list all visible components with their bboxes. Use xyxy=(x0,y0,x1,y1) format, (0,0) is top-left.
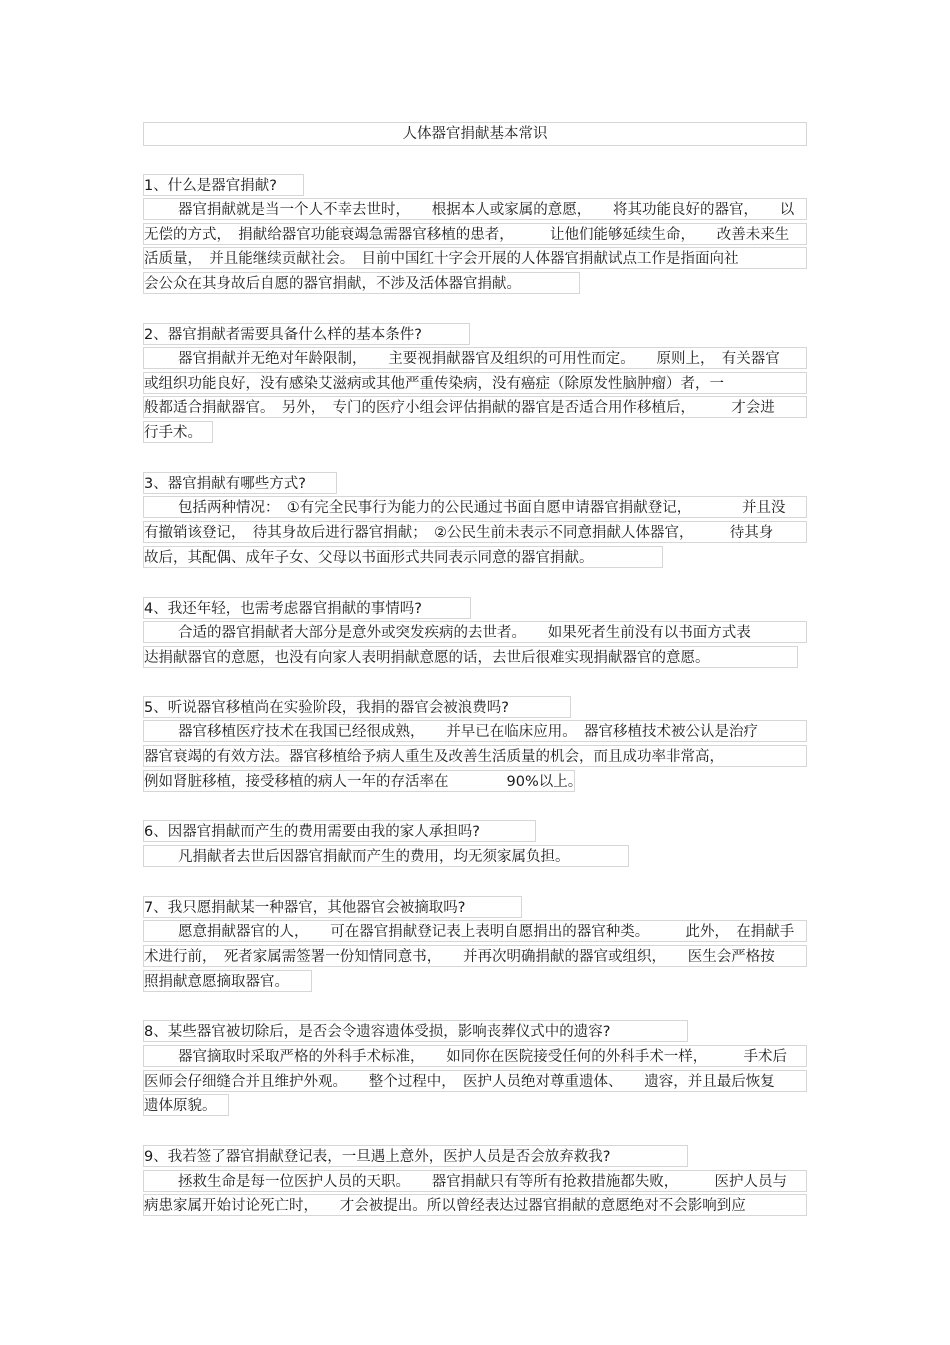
answer-8-line-3: 遗体原貌。 xyxy=(143,1094,229,1116)
answer-3-line-1: 包括两种情况： ①有完全民事行为能力的公民通过书面自愿申请器官捐献登记， 并且没 xyxy=(143,496,807,518)
answer-3-line-2: 有撤销该登记， 待其身故后进行器官捐献； ②公民生前未表示不同意捐献人体器官， 待其身 xyxy=(143,521,807,543)
answer-7-line-3: 照捐献意愿摘取器官。 xyxy=(143,970,312,992)
answer-5-line-2: 器官衰竭的有效方法。器官移植给予病人重生及改善生活质量的机会，而且成功率非常高， xyxy=(143,745,807,767)
answer-2-line-1: 器官捐献并无绝对年龄限制， 主要视捐献器官及组织的可用性而定。 原则上， 有关器官 xyxy=(143,347,807,369)
answer-5-line-1: 器官移植医疗技术在我国已经很成熟， 并早已在临床应用。 器官移植技术被公认是治疗 xyxy=(143,720,807,742)
answer-2-line-4: 行手术。 xyxy=(143,421,213,443)
answer-2-line-3: 般都适合捐献器官。 另外， 专门的医疗小组会评估捐献的器官是否适合用作移植后， 才会进 xyxy=(143,396,807,418)
answer-2-line-2: 或组织功能良好，没有感染艾滋病或其他严重传染病，没有癌症（除原发性脑肿瘤）者，一 xyxy=(143,372,807,394)
question-1: 1、什么是器官捐献? xyxy=(143,174,304,196)
answer-1-line-4: 会公众在其身故后自愿的器官捐献，不涉及活体器官捐献。 xyxy=(143,272,580,294)
question-2: 2、器官捐献者需要具备什么样的基本条件? xyxy=(143,323,470,345)
answer-8-line-1: 器官摘取时采取严格的外科手术标准， 如同你在医院接受任何的外科手术一样， 手术后 xyxy=(143,1045,807,1067)
question-8: 8、某些器官被切除后，是否会令遗容遗体受损，影响丧葬仪式中的遗容? xyxy=(143,1020,688,1042)
answer-6-line-1: 凡捐献者去世后因器官捐献而产生的费用，均无须家属负担。 xyxy=(143,845,629,867)
question-4: 4、我还年轻，也需考虑器官捐献的事情吗? xyxy=(143,597,471,619)
question-6: 6、因器官捐献而产生的费用需要由我的家人承担吗? xyxy=(143,820,536,842)
answer-3-line-3: 故后，其配偶、成年子女、父母以书面形式共同表示同意的器官捐献。 xyxy=(143,546,663,568)
question-7: 7、我只愿捐献某一种器官，其他器官会被摘取吗? xyxy=(143,896,522,918)
page-title: 人体器官捐献基本常识 xyxy=(143,122,807,146)
answer-4-line-2: 达捐献器官的意愿，也没有向家人表明捐献意愿的话，去世后很难实现捐献器官的意愿。 xyxy=(143,646,798,668)
answer-9-line-1: 拯救生命是每一位医护人员的天职。 器官捐献只有等所有抢救措施都失败， 医护人员与 xyxy=(143,1170,807,1192)
answer-1-line-2: 无偿的方式， 捐献给器官功能衰竭急需器官移植的患者， 让他们能够延续生命， 改善未来生 xyxy=(143,223,807,245)
answer-7-line-2: 术进行前， 死者家属需签署一份知情同意书， 并再次明确捐献的器官或组织， 医生会严格按 xyxy=(143,945,807,967)
question-9: 9、我若签了器官捐献登记表，一旦遇上意外，医护人员是否会放弃救我? xyxy=(143,1145,688,1167)
answer-4-line-1: 合适的器官捐献者大部分是意外或突发疾病的去世者。 如果死者生前没有以书面方式表 xyxy=(143,621,807,643)
question-3: 3、器官捐献有哪些方式? xyxy=(143,472,337,494)
answer-8-line-2: 医师会仔细缝合并且维护外观。 整个过程中， 医护人员绝对尊重遗体、 遗容，并且最后恢复 xyxy=(143,1070,807,1092)
answer-5-line-3: 例如肾脏移植，接受移植的病人一年的存活率在 90%以上。 xyxy=(143,770,575,792)
question-5: 5、听说器官移植尚在实验阶段，我捐的器官会被浪费吗? xyxy=(143,696,571,718)
answer-9-line-2: 病患家属开始讨论死亡时， 才会被提出。所以曾经表达过器官捐献的意愿绝对不会影响到应 xyxy=(143,1194,807,1216)
answer-7-line-1: 愿意捐献器官的人， 可在器官捐献登记表上表明自愿捐出的器官种类。 此外， 在捐献手 xyxy=(143,920,807,942)
answer-1-line-1: 器官捐献就是当一个人不幸去世时， 根据本人或家属的意愿， 将其功能良好的器官， 以 xyxy=(143,198,807,220)
answer-1-line-3: 活质量， 并且能继续贡献社会。 目前中国红十字会开展的人体器官捐献试点工作是指面向社 xyxy=(143,247,807,269)
